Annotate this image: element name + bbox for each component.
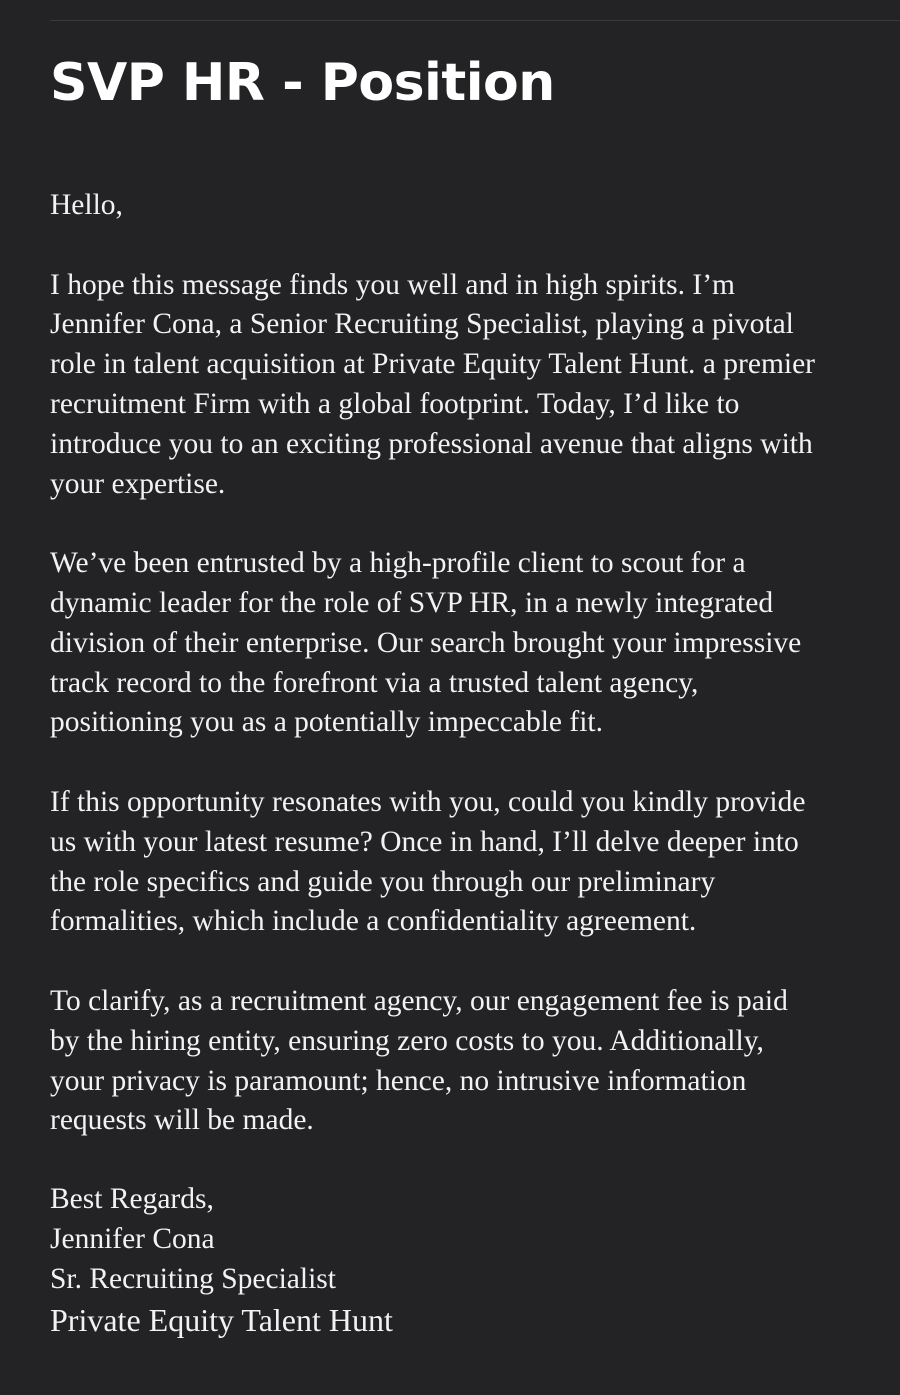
email-greeting: Hello,	[50, 189, 123, 221]
email-paragraph-request: If this opportunity resonates with you, could you kindly provide us with your latest resume? Once in hand, I’ll delve deeper into the role specifics and guide you through our preliminary formalities, which include a confidentiality agreement.	[50, 785, 806, 938]
signature-company: Private Equity Talent Hunt	[50, 1302, 393, 1339]
email-signature	[50, 1180, 393, 1341]
email-paragraph-role: We’ve been entrusted by a high-profile client to scout for a dynamic leader for the role of SVP HR, in a newly integrated division of their enterprise. Our search brought your impressive track record to the forefront via a trusted talent agency, positioning you as a potentially impeccable fit.	[50, 547, 802, 739]
signature-closing: Best Regards,	[50, 1183, 214, 1215]
email-subject: SVP HR - Position	[50, 53, 555, 113]
top-divider	[50, 20, 900, 21]
signature-title: Sr. Recruiting Specialist	[50, 1262, 336, 1295]
email-paragraph-intro: I hope this message finds you well and in high spirits. I’m Jennifer Cona, a Senior Recruiting Specialist, playing a pivotal role in talent acquisition at Private Equity Talent Hunt. a premier recruitment Firm with a global footprint. Today, I’d like to introduce you to an exciting professional avenue that aligns with your expertise.	[50, 268, 815, 500]
email-body	[50, 186, 870, 1181]
email-paragraph-fee: To clarify, as a recruitment agency, our engagement fee is paid by the hiring entity, ensuring zero costs to you. Additionally, your privacy is paramount; hence, no intrusive information requests will be made.	[50, 984, 788, 1137]
signature-name: Jennifer Cona	[50, 1222, 215, 1255]
